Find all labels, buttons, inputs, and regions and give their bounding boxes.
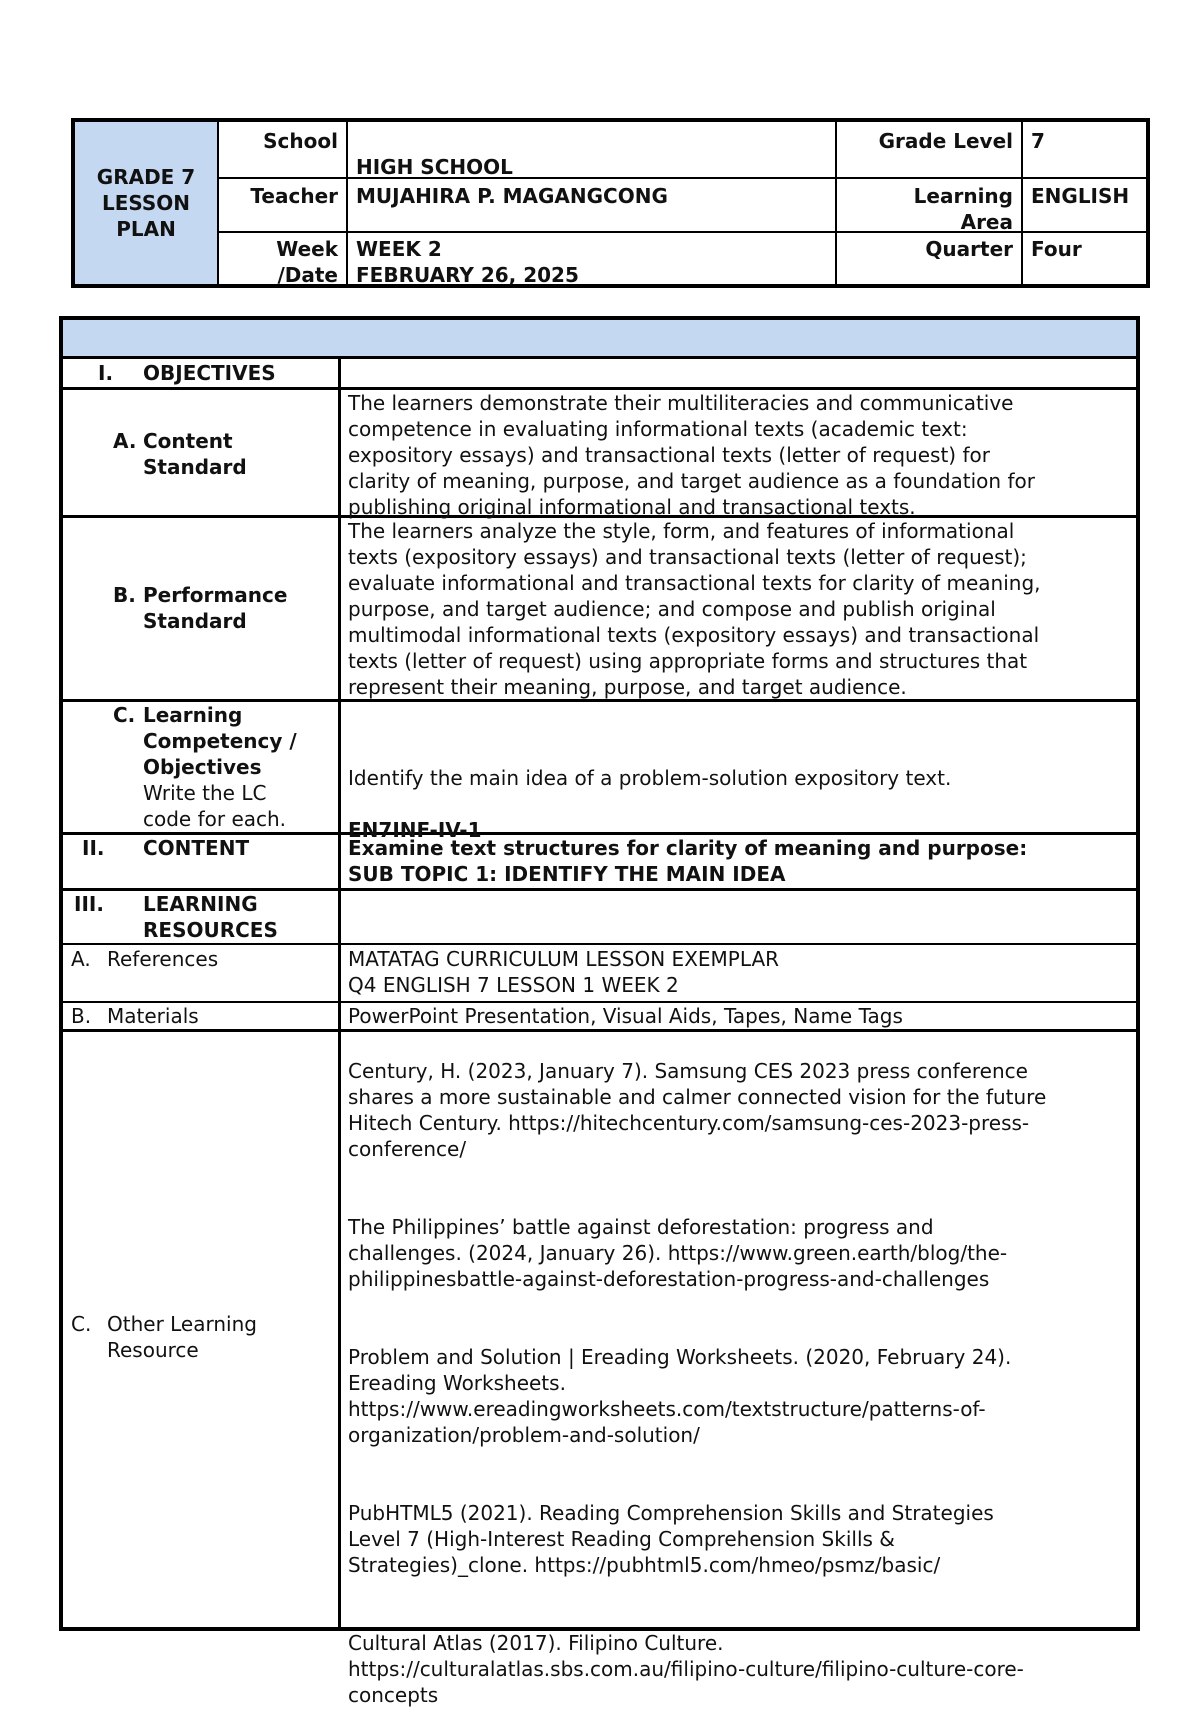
lesson-plan-table [59, 316, 1140, 1707]
content-standard-label: Content Standard [143, 429, 247, 479]
content-label: CONTENT [143, 836, 250, 860]
other-resources-label: Other Learning Resource [107, 1312, 257, 1362]
title-band [63, 320, 1136, 357]
header-table [71, 118, 1150, 288]
teacher-value: MUJAHIRA P. MAGANGCONG [356, 184, 668, 208]
learning-area-value: ENGLISH [1031, 184, 1130, 208]
grade-title-cell [75, 122, 217, 284]
content-standard-label-cell [63, 390, 338, 515]
resource-item: Cultural Atlas (2017). Filipino Culture. https://culturalatlas.sbs.com.au/filipino-culture/filipino-culture-core- concepts [348, 1631, 1024, 1707]
references-text: MATATAG CURRICULUM LESSON EXEMPLAR Q4 ENGLISH 7 LESSON 1 WEEK 2 [348, 947, 780, 997]
learning-resources-label: LEARNING RESOURCES [143, 892, 278, 942]
other-resources-marker: C. [71, 1312, 92, 1336]
other-resources-list [348, 1032, 1138, 1734]
learning-resources-marker: III. [74, 892, 104, 916]
performance-standard-label-cell [63, 518, 338, 699]
objectives-marker: I. [98, 361, 114, 385]
objectives-label: OBJECTIVES [143, 361, 276, 385]
grade-level-value: 7 [1031, 129, 1045, 153]
content-standard-marker: A. [113, 429, 137, 453]
performance-standard-label: Performance Standard [143, 583, 288, 633]
quarter-value: Four [1031, 237, 1082, 261]
references-label-cell [63, 946, 338, 1001]
learning-area-label: Learning Area [913, 184, 1013, 234]
materials-label-cell [63, 1003, 338, 1029]
objectives-heading [63, 359, 338, 387]
week-label: Week /Date [276, 237, 338, 287]
grade-level-label: Grade Level [878, 129, 1013, 153]
content-marker: II. [82, 836, 105, 860]
learning-competency-label-cell [63, 702, 338, 832]
divider [63, 943, 1136, 945]
learning-competency-code: EN7INF-IV-1 [348, 818, 482, 842]
grade-title: GRADE 7 LESSON PLAN [96, 165, 196, 241]
learning-competency-text: Identify the main idea of a problem-solution expository text. [348, 766, 952, 790]
materials-marker: B. [71, 1004, 92, 1028]
learning-competency-marker: C. [113, 703, 136, 727]
content-standard-text: The learners demonstrate their multiliteracies and communicative competence in evaluating informational texts (academic text: expository essays) and transactional texts (letter of request) for clarity of meaning, purpose, and target audience as a foundation for publishing original informational and transactional texts. [348, 391, 1035, 519]
teacher-label: Teacher [250, 184, 338, 208]
quarter-label: Quarter [925, 237, 1013, 261]
other-resources-label-cell [63, 1032, 338, 1627]
performance-standard-text: The learners analyze the style, form, and features of informational texts (expository essays) and transactional texts (letter of request); evaluate informational and transactional texts for clarity of meaning, purpose, and target audience; and compose and publish original multimodal informational texts (expository essays) and transactional texts (letter of request) using appropriate forms and structures that represent their meaning, purpose, and target audience. [348, 519, 1041, 699]
resource-item: PubHTML5 (2021). Reading Comprehension Skills and Strategies Level 7 (High-Interest Reading Comprehension Skills & Strategies)_clone. https://pubhtml5.com/hmeo/psmz/basic/ [348, 1501, 994, 1577]
week-value: WEEK 2 FEBRUARY 26, 2025 [356, 237, 579, 287]
materials-label: Materials [107, 1004, 199, 1028]
school-value: HIGH SCHOOL [356, 155, 513, 179]
learning-resources-heading [63, 891, 338, 943]
resource-item: Century, H. (2023, January 7). Samsung CES 2023 press conference shares a more sustainable and calmer connected vision for the future Hitech Century. https://hitechcentury.com/samsung-ces-2023-press- conference/ [348, 1059, 1047, 1161]
column-divider [338, 357, 341, 1627]
school-label: School [263, 129, 338, 153]
materials-text: PowerPoint Presentation, Visual Aids, Tapes, Name Tags [348, 1004, 903, 1028]
references-marker: A. [71, 947, 91, 971]
learning-competency-label: Learning Competency / Objectives [143, 703, 297, 779]
resource-item: The Philippines’ battle against deforestation: progress and challenges. (2024, January 26). https://www.green.earth/blog/the- philippinesbattle-against-deforestation-progress-and-challenges [348, 1215, 1008, 1291]
content-heading [63, 835, 338, 888]
learning-competency-note: Write the LC code for each. [143, 781, 287, 831]
references-label: References [107, 947, 219, 971]
performance-standard-marker: B. [113, 583, 136, 607]
content-text: Examine text structures for clarity of meaning and purpose: SUB TOPIC 1: IDENTIFY THE MAIN IDEA [348, 836, 1028, 886]
resource-item: Problem and Solution | Ereading Worksheets. (2020, February 24). Ereading Worksheets. https://www.ereadingworksheets.com/textstructure/patterns-of- organization/problem-and-solution/ [348, 1345, 1012, 1447]
